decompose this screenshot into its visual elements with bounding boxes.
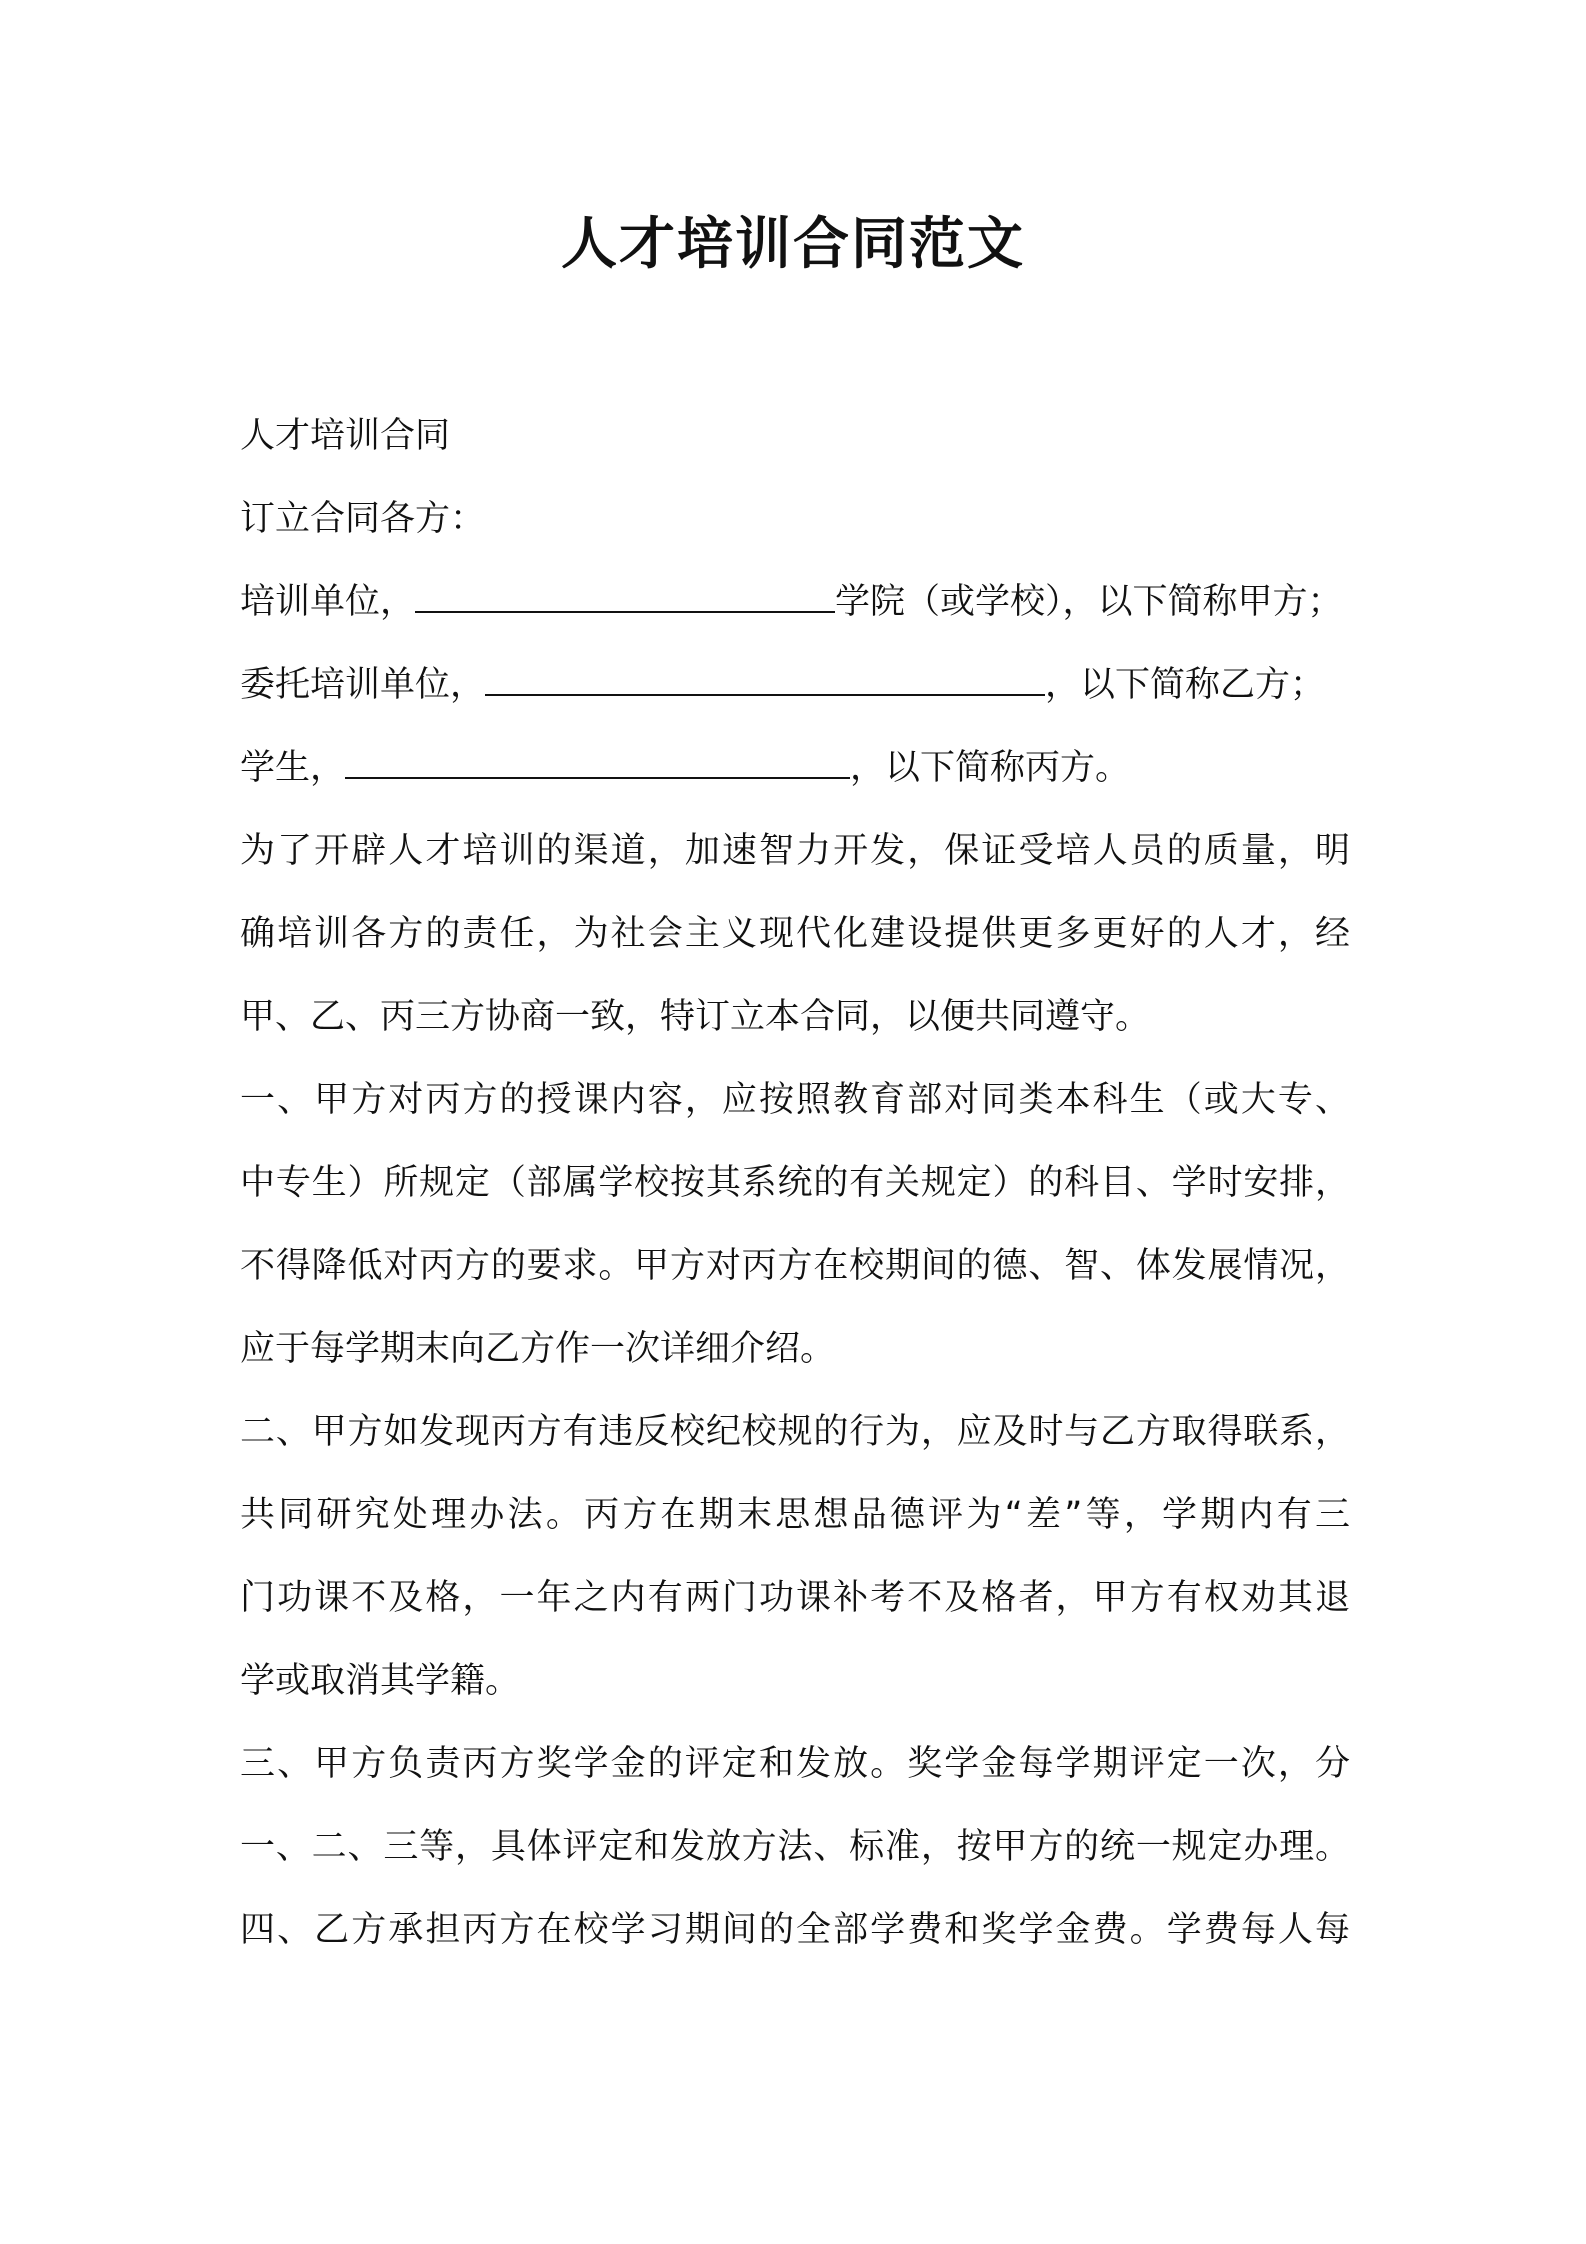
document-title: 人才培训合同范文 xyxy=(561,212,1025,277)
party-b-blank[interactable] xyxy=(485,654,1045,696)
party-a-suffix: 学院（或学校），以下简称甲方； xyxy=(835,582,1343,622)
paragraph-line: 为了开辟人才培训的渠道，加速智力开发，保证受培人员的质量，明 xyxy=(240,831,1350,871)
party-a-label: 培训单位， xyxy=(240,582,416,622)
paragraph-line: 确培训各方的责任，为社会主义现代化建设提供更多更好的人才，经 xyxy=(240,914,1350,954)
party-c-suffix: ，以下简称丙方。 xyxy=(850,748,1131,788)
party-c-label: 学生， xyxy=(240,748,346,788)
party-c-line xyxy=(240,727,1350,810)
clause-2-line: 共同研究处理办法。丙方在期末思想品德评为“差”等，学期内有三 xyxy=(240,1495,1350,1535)
clause-3-line: 一、二、三等，具体评定和发放方法、标准，按甲方的统一规定办理。 xyxy=(240,1827,1350,1867)
clause-1-line: 应于每学期末向乙方作一次详细介绍。 xyxy=(240,1329,836,1369)
clause-2-line: 学或取消其学籍。 xyxy=(240,1661,521,1701)
document-body xyxy=(240,395,1350,1972)
clause-3-line: 三、甲方负责丙方奖学金的评定和发放。奖学金每学期评定一次，分 xyxy=(240,1744,1350,1784)
clause-1-line: 不得降低对丙方的要求。甲方对丙方在校期间的德、智、体发展情况， xyxy=(240,1246,1350,1286)
party-c-blank[interactable] xyxy=(345,737,850,779)
clause-1-line: 中专生）所规定（部属学校按其系统的有关规定）的科目、学时安排， xyxy=(240,1163,1350,1203)
party-b-suffix: ，以下简称乙方； xyxy=(1045,665,1326,705)
party-a-line xyxy=(240,561,1350,644)
clause-2-line: 二、甲方如发现丙方有违反校纪校规的行为，应及时与乙方取得联系， xyxy=(240,1412,1350,1452)
contract-heading: 人才培训合同 xyxy=(240,416,451,456)
party-a-blank[interactable] xyxy=(415,571,835,613)
parties-heading: 订立合同各方： xyxy=(240,499,486,539)
paragraph-line: 甲、乙、丙三方协商一致，特订立本合同，以便共同遵守。 xyxy=(240,997,1151,1037)
clause-1-line: 一、甲方对丙方的授课内容，应按照教育部对同类本科生（或大专、 xyxy=(240,1080,1350,1120)
party-b-label: 委托培训单位， xyxy=(240,665,486,705)
party-b-line xyxy=(240,644,1350,727)
clause-2-line: 门功课不及格，一年之内有两门功课补考不及格者，甲方有权劝其退 xyxy=(240,1578,1350,1618)
clause-4-line: 四、乙方承担丙方在校学习期间的全部学费和奖学金费。学费每人每 xyxy=(240,1910,1350,1950)
